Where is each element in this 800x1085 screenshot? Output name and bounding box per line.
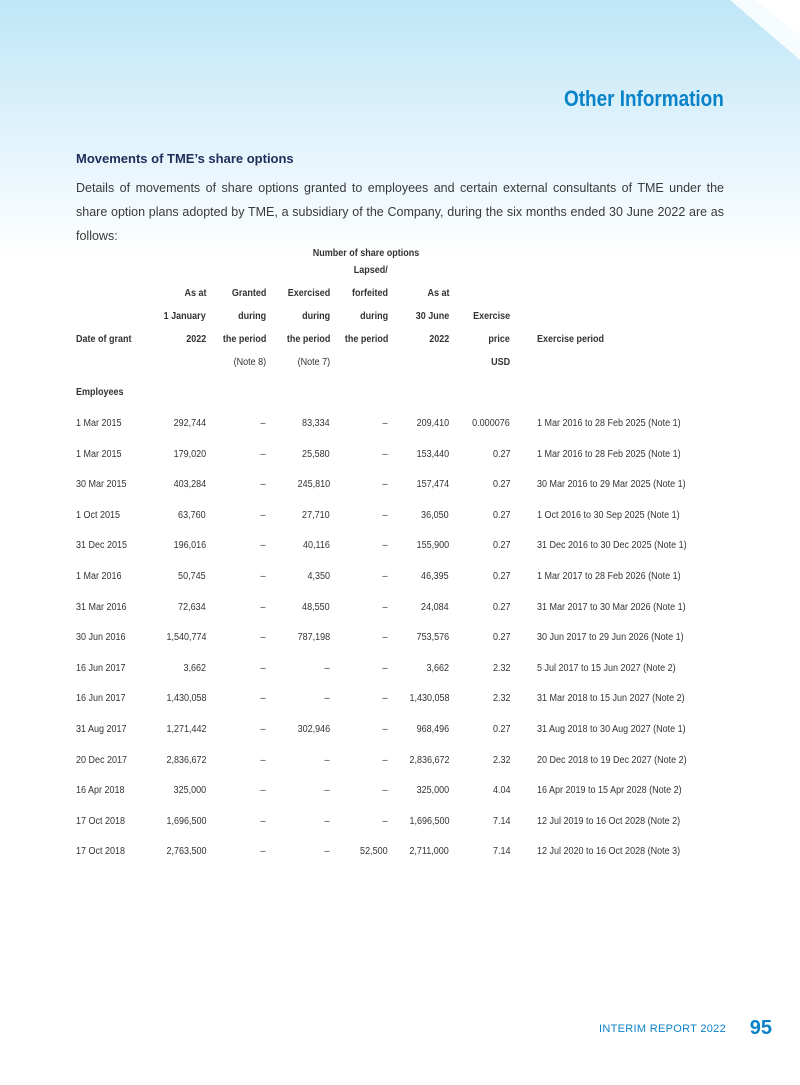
col-header-exercised-line-2: the period <box>286 334 330 345</box>
table-cell: 1 Mar 2016 to 28 Feb 2025 (Note 1) <box>537 418 681 429</box>
table-cell: – <box>382 816 388 827</box>
col-header-granted-line-0: Granted <box>231 288 266 299</box>
report-name: INTERIM REPORT 2022 <box>599 1023 726 1035</box>
table-cell: 24,084 <box>421 602 449 613</box>
table-cell: 3,662 <box>426 663 449 674</box>
col-header-exercised-line-1: during <box>302 311 330 322</box>
table-cell: – <box>324 785 330 796</box>
table-cell: 5 Jul 2017 to 15 Jun 2027 (Note 2) <box>537 663 676 674</box>
table-cell: 30 Jun 2016 <box>76 632 126 643</box>
table-cell: 52,500 <box>360 846 388 857</box>
table-cell: 325,000 <box>173 785 206 796</box>
table-cell: 30 Mar 2015 <box>76 479 127 490</box>
table-cell: 27,710 <box>302 510 330 521</box>
table-cell: – <box>260 540 266 551</box>
col-header-exercise-period: Exercise period <box>537 334 605 345</box>
table-cell: 12 Jul 2020 to 16 Oct 2028 (Note 3) <box>537 846 681 857</box>
table-cell: 63,760 <box>178 510 206 521</box>
table-cell: – <box>260 632 266 643</box>
table-cell: 4.04 <box>492 785 510 796</box>
table-cell: – <box>260 479 266 490</box>
col-header-lapsed-line-1: forfeited <box>352 288 388 299</box>
table-cell: – <box>260 755 266 766</box>
page-number: 95 <box>749 1017 772 1039</box>
table-cell: 31 Mar 2017 to 30 Mar 2026 (Note 1) <box>537 602 686 613</box>
table-cell: 20 Dec 2017 <box>76 755 128 766</box>
table-cell: 17 Oct 2018 <box>76 816 126 827</box>
table-cell: 83,334 <box>302 418 330 429</box>
col-header-granted-line-1: during <box>238 311 266 322</box>
table-cell: 16 Jun 2017 <box>76 663 126 674</box>
table-cell: – <box>324 816 330 827</box>
col-header-exercise-price-line-1: price <box>488 334 510 345</box>
table-cell: 325,000 <box>416 785 449 796</box>
table-cell: – <box>382 479 388 490</box>
col-header-date: Date of grant <box>76 334 132 345</box>
table-cell: – <box>382 755 388 766</box>
section-label-employees: Employees <box>76 387 124 398</box>
table-cell: 1,696,500 <box>408 816 449 827</box>
section-title: Other Information <box>564 86 724 111</box>
table-cell: 16 Apr 2018 <box>76 785 125 796</box>
table-cell: 403,284 <box>173 479 206 490</box>
table-cell: – <box>260 449 266 460</box>
table-cell: 72,634 <box>178 602 206 613</box>
col-header-granted-line-2: the period <box>222 334 266 345</box>
table-cell: – <box>382 510 388 521</box>
table-cell: 1 Mar 2016 to 28 Feb 2025 (Note 1) <box>537 449 681 460</box>
table-cell: 968,496 <box>416 724 449 735</box>
table-cell: – <box>324 846 330 857</box>
table-cell: 31 Aug 2018 to 30 Aug 2027 (Note 1) <box>537 724 686 735</box>
table-cell: – <box>382 449 388 460</box>
table-cell: 0.27 <box>492 479 510 490</box>
table-cell: 17 Oct 2018 <box>76 846 126 857</box>
col-header-exercised-line-3: (Note 7) <box>297 357 330 368</box>
table-cell: – <box>382 571 388 582</box>
col-header-granted-line-3: (Note 8) <box>233 357 266 368</box>
table-cell: – <box>382 632 388 643</box>
table-cell: 1 Mar 2015 <box>76 449 122 460</box>
col-header-as-at-1-jan-line-1: 1 January <box>163 311 206 322</box>
table-cell: 16 Apr 2019 to 15 Apr 2028 (Note 2) <box>537 785 682 796</box>
table-cell: 155,900 <box>416 540 449 551</box>
table-cell: 1,430,058 <box>408 693 449 704</box>
col-header-as-at-1-jan-line-2: 2022 <box>185 334 206 345</box>
table-cell: 1 Oct 2016 to 30 Sep 2025 (Note 1) <box>537 510 680 521</box>
table-cell: – <box>382 602 388 613</box>
table-cell: 31 Aug 2017 <box>76 724 127 735</box>
table-cell: – <box>382 418 388 429</box>
table-cell: 0.27 <box>492 540 510 551</box>
table-cell: 12 Jul 2019 to 16 Oct 2028 (Note 2) <box>537 816 681 827</box>
table-cell: – <box>382 785 388 796</box>
table-cell: – <box>324 693 330 704</box>
table-cell: 1,696,500 <box>165 816 206 827</box>
table-cell: 3,662 <box>183 663 206 674</box>
table-cell: 302,946 <box>297 724 330 735</box>
table-cell: 36,050 <box>421 510 449 521</box>
table-cell: 48,550 <box>302 602 330 613</box>
table-cell: – <box>260 571 266 582</box>
table-cell: 31 Dec 2016 to 30 Dec 2025 (Note 1) <box>537 540 687 551</box>
table-cell: – <box>260 785 266 796</box>
col-header-lapsed-line-3: the period <box>344 334 388 345</box>
group-header: Number of share options <box>312 248 420 259</box>
content-heading: Movements of TME’s share options <box>76 151 294 166</box>
table-cell: 31 Mar 2016 <box>76 602 127 613</box>
table-cell: – <box>260 510 266 521</box>
table-cell: 7.14 <box>492 816 510 827</box>
table-cell: 1,271,442 <box>165 724 206 735</box>
table-cell: – <box>260 693 266 704</box>
col-header-exercise-price-line-2: USD <box>490 357 510 368</box>
col-header-exercised-line-0: Exercised <box>287 288 330 299</box>
table-cell: – <box>260 418 266 429</box>
table-cell: 2,763,500 <box>165 846 206 857</box>
table-cell: 0.27 <box>492 724 510 735</box>
table-cell: 787,198 <box>297 632 330 643</box>
table-cell: 0.000076 <box>472 418 510 429</box>
table-cell: – <box>324 755 330 766</box>
table-cell: 209,410 <box>416 418 449 429</box>
table-cell: – <box>260 816 266 827</box>
corner-decoration <box>710 0 800 70</box>
table-cell: – <box>260 846 266 857</box>
table-cell: 31 Dec 2015 <box>76 540 128 551</box>
table-cell: 1 Mar 2017 to 28 Feb 2026 (Note 1) <box>537 571 681 582</box>
table-cell: – <box>260 724 266 735</box>
table-cell: 1 Oct 2015 <box>76 510 121 521</box>
table-cell: 30 Jun 2017 to 29 Jun 2026 (Note 1) <box>537 632 684 643</box>
table-cell: 1,430,058 <box>165 693 206 704</box>
table-cell: – <box>382 693 388 704</box>
table-cell: – <box>260 663 266 674</box>
table-cell: 2,711,000 <box>409 846 449 857</box>
table-cell: 245,810 <box>297 479 330 490</box>
table-cell: 179,020 <box>173 449 206 460</box>
table-cell: – <box>382 663 388 674</box>
col-header-exercise-price-line-0: Exercise <box>472 311 510 322</box>
table-cell: 1 Mar 2016 <box>76 571 122 582</box>
table-cell: 30 Mar 2016 to 29 Mar 2025 (Note 1) <box>537 479 686 490</box>
table-cell: 2.32 <box>492 693 510 704</box>
table-cell: 2.32 <box>492 755 510 766</box>
table-cell: 1,540,774 <box>165 632 206 643</box>
table-cell: 2,836,672 <box>165 755 206 766</box>
col-header-lapsed-line-2: during <box>360 311 388 322</box>
table-cell: 0.27 <box>492 602 510 613</box>
table-cell: 40,116 <box>303 540 330 551</box>
col-header-as-at-30-jun-line-1: 30 June <box>415 311 449 322</box>
table-cell: 4,350 <box>307 571 330 582</box>
table-cell: 16 Jun 2017 <box>76 693 126 704</box>
table-cell: 157,474 <box>416 479 449 490</box>
table-cell: – <box>382 724 388 735</box>
intro-paragraph: Details of movements of share options granted to employees and certain external consultants of TME under the share option plans adopted by TME, a subsidiary of the Company, during the six months ended 30 June 2022 are as follows: <box>76 181 724 243</box>
table-cell: 50,745 <box>178 571 206 582</box>
table-cell: – <box>324 663 330 674</box>
table-cell: 153,440 <box>416 449 449 460</box>
table-cell: 0.27 <box>492 449 510 460</box>
table-cell: 46,395 <box>421 571 449 582</box>
col-header-as-at-30-jun-line-2: 2022 <box>428 334 449 345</box>
table-cell: 25,580 <box>302 449 330 460</box>
table-cell: 196,016 <box>173 540 206 551</box>
table-cell: 31 Mar 2018 to 15 Jun 2027 (Note 2) <box>537 693 685 704</box>
table-cell: 2,836,672 <box>408 755 449 766</box>
table-cell: – <box>260 602 266 613</box>
table-cell: 0.27 <box>492 571 510 582</box>
col-header-as-at-1-jan-line-0: As at <box>183 288 206 299</box>
table-cell: 20 Dec 2018 to 19 Dec 2027 (Note 2) <box>537 755 687 766</box>
table-cell: – <box>382 540 388 551</box>
table-cell: 2.32 <box>492 663 510 674</box>
table-cell: 753,576 <box>416 632 449 643</box>
table-cell: 0.27 <box>492 510 510 521</box>
col-header-lapsed-line-0: Lapsed/ <box>353 265 388 276</box>
table-cell: 7.14 <box>492 846 510 857</box>
table-cell: 292,744 <box>173 418 206 429</box>
table-cell: 1 Mar 2015 <box>76 418 122 429</box>
col-header-as-at-30-jun-line-0: As at <box>426 288 449 299</box>
table-cell: 0.27 <box>492 632 510 643</box>
